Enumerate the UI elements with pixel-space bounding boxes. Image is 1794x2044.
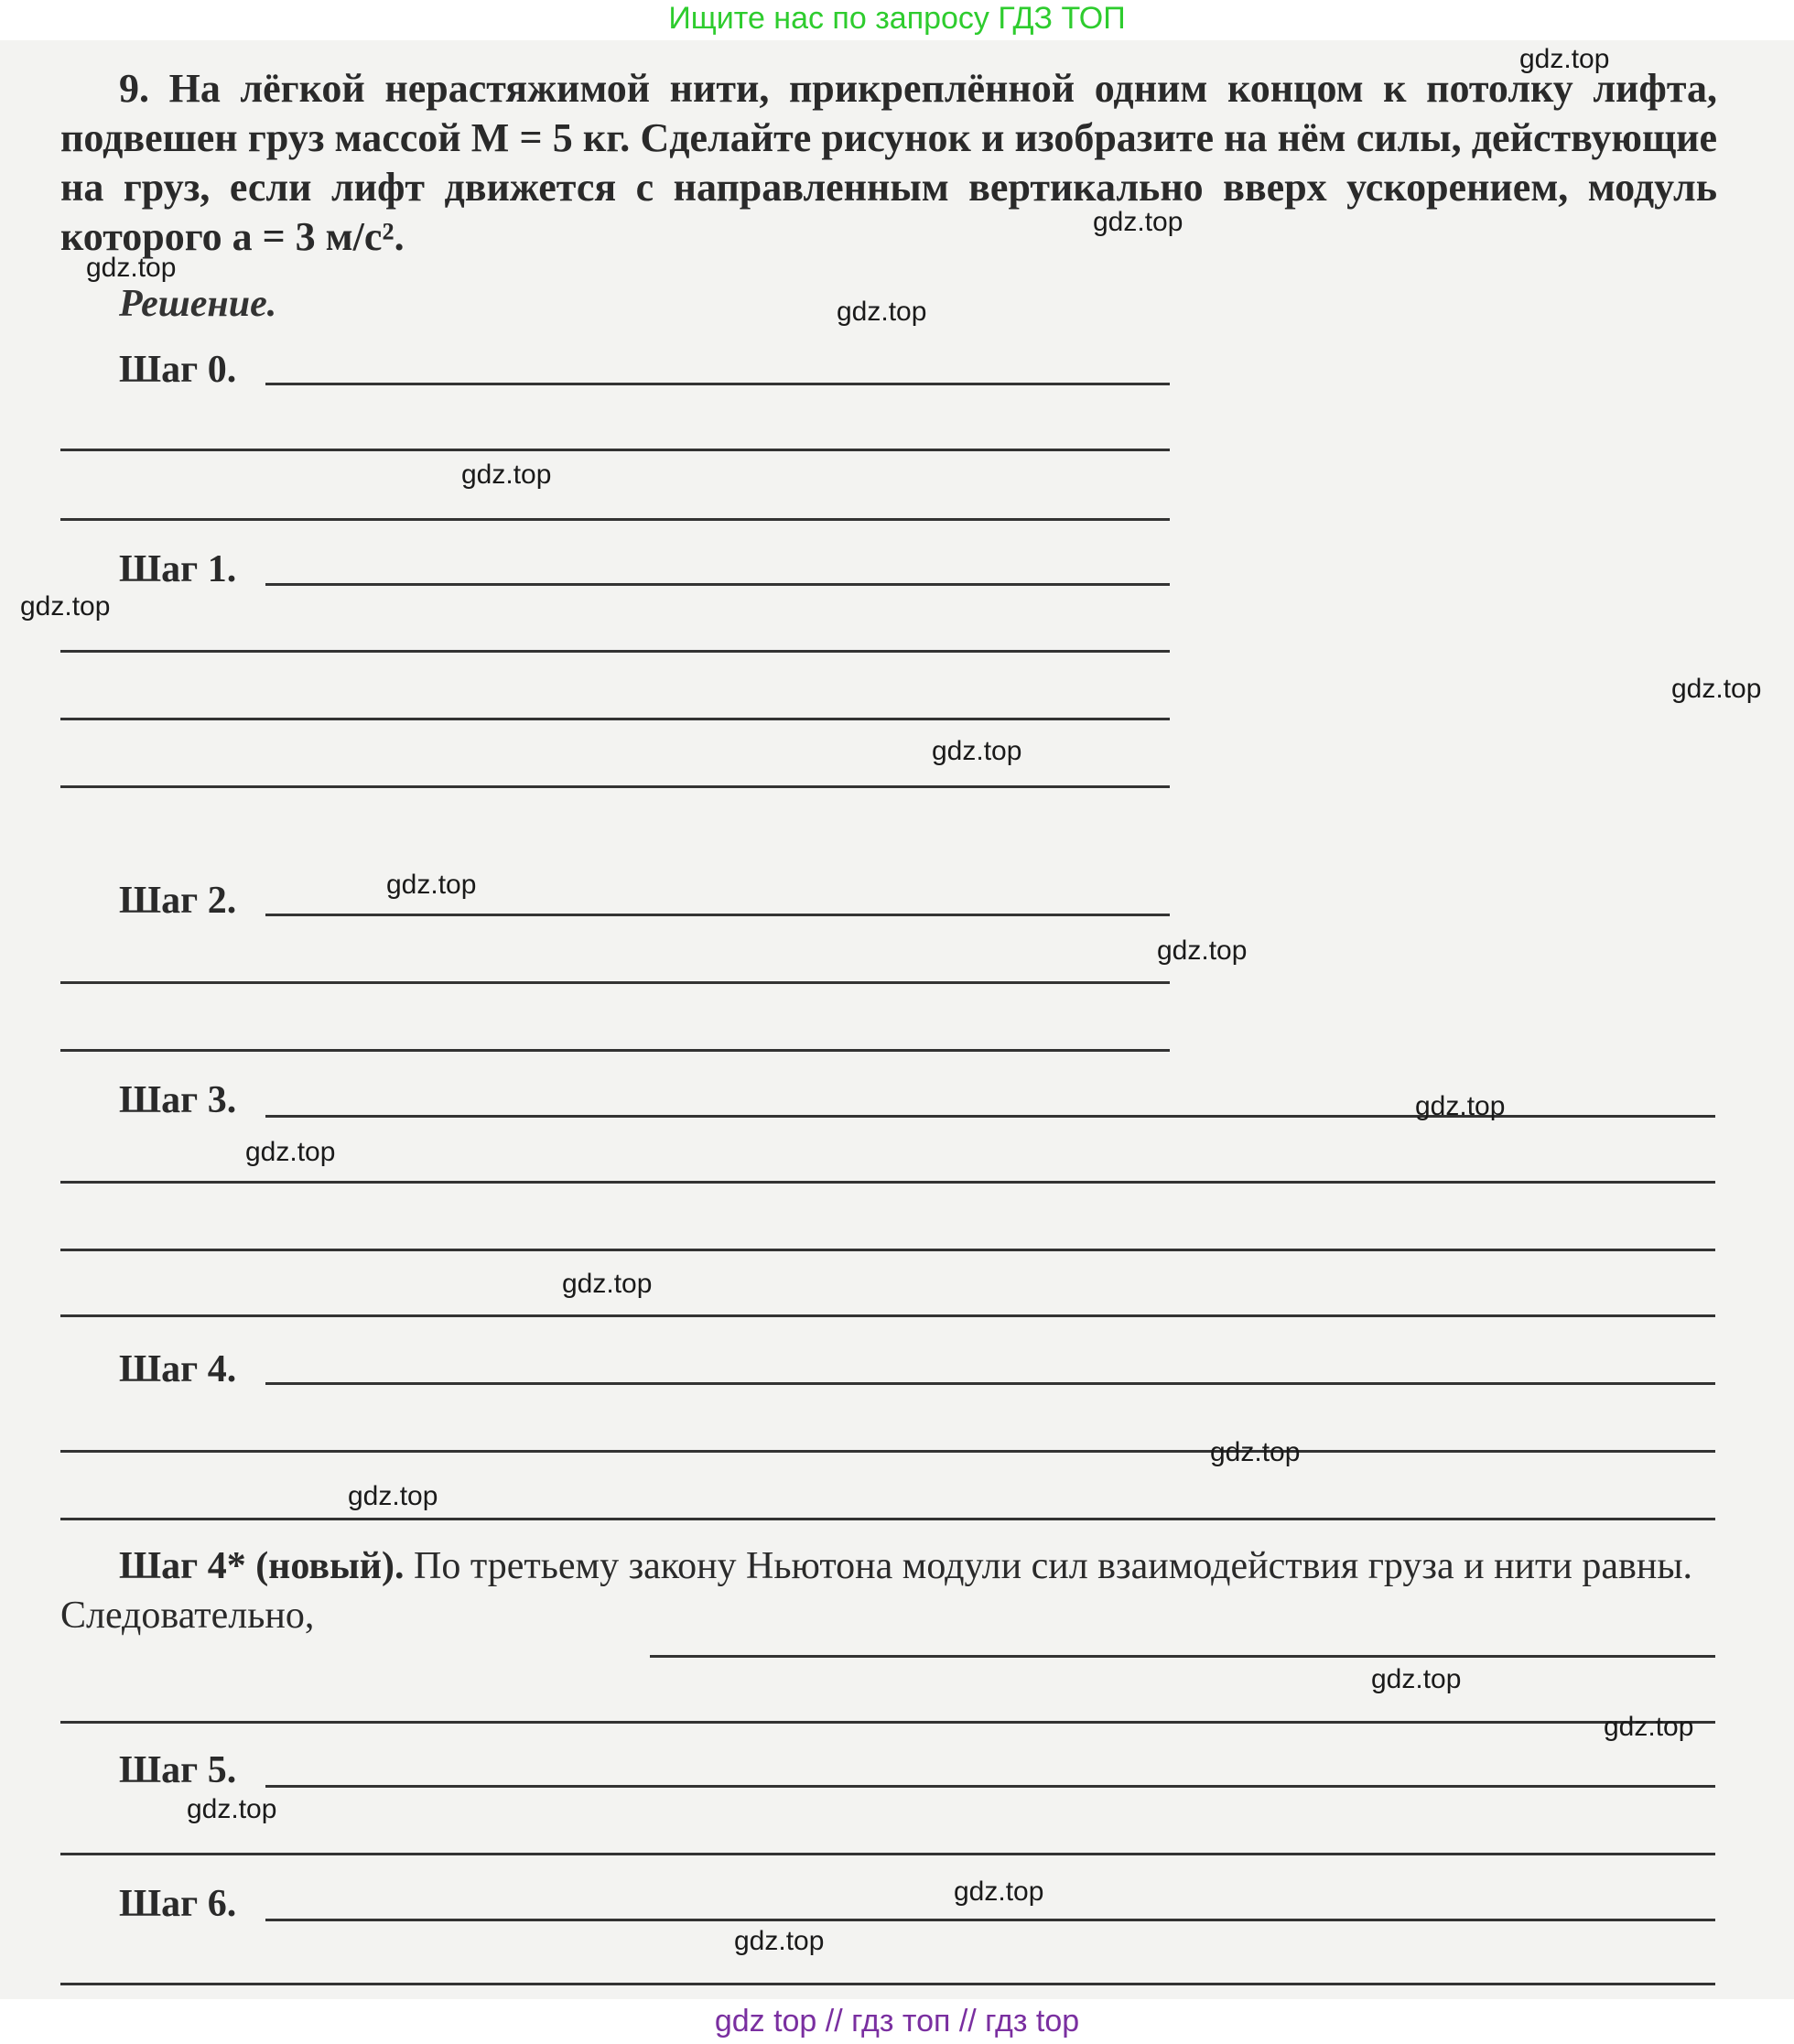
step-2-label: Шаг 2. xyxy=(119,880,237,922)
step-4-new-text: По третьему закону Ньютона модули сил взаимодействия груза и нити равны. Следовательно, xyxy=(60,1545,1693,1637)
answer-line xyxy=(60,1983,1715,1985)
answer-line xyxy=(650,1655,1715,1658)
answer-line xyxy=(60,1181,1715,1184)
answer-line xyxy=(265,1785,1715,1788)
watermark: gdz.top xyxy=(1671,674,1762,704)
watermark: gdz.top xyxy=(1604,1712,1694,1742)
watermark: gdz.top xyxy=(562,1269,653,1299)
step-0-label: Шаг 0. xyxy=(119,349,237,391)
watermark: gdz.top xyxy=(1519,44,1610,74)
watermark: gdz.top xyxy=(187,1794,277,1824)
step-5-label: Шаг 5. xyxy=(119,1749,237,1791)
watermark: gdz.top xyxy=(461,460,552,490)
watermark: gdz.top xyxy=(1371,1664,1462,1694)
problem-number: 9. xyxy=(119,66,149,111)
answer-line xyxy=(60,1249,1715,1251)
step-6-label: Шаг 6. xyxy=(119,1883,237,1925)
answer-line xyxy=(60,981,1170,984)
problem-text: На лёгкой нерастяжимой нити, прикреплённой одним концом к потолку лифта, подвешен груз массой M = 5 кг. Сделайте рисунок и изобразите на нём силы, действующие на груз, если лифт движется с направленным вертикально вверх ускорением, модуль которого a = 3 м/с². xyxy=(60,66,1718,259)
answer-line xyxy=(60,1721,1715,1724)
answer-line xyxy=(265,1382,1715,1385)
answer-line xyxy=(60,1314,1715,1317)
step-3-label: Шаг 3. xyxy=(119,1079,237,1121)
step-1-label: Шаг 1. xyxy=(119,548,237,590)
answer-line xyxy=(265,383,1170,385)
watermark: gdz.top xyxy=(954,1876,1044,1907)
watermark: gdz.top xyxy=(1157,935,1248,966)
answer-line xyxy=(60,449,1170,451)
step-4-new-label: Шаг 4* (новый). xyxy=(119,1545,405,1587)
answer-line xyxy=(265,1919,1715,1921)
answer-line xyxy=(265,914,1170,916)
answer-line xyxy=(265,583,1170,586)
watermark: gdz.top xyxy=(348,1481,438,1511)
bleed-through-text xyxy=(92,302,1757,2041)
watermark: gdz.top xyxy=(1210,1437,1301,1467)
answer-line xyxy=(60,1518,1715,1520)
watermark: gdz.top xyxy=(932,736,1022,766)
answer-line xyxy=(60,1853,1715,1855)
watermark: gdz.top xyxy=(20,591,111,622)
solution-label: Решение. xyxy=(119,283,277,325)
watermark: gdz.top xyxy=(245,1137,336,1167)
problem-statement xyxy=(60,64,1717,262)
watermark: gdz.top xyxy=(734,1926,825,1956)
watermark: gdz.top xyxy=(1415,1091,1506,1121)
step-4-label: Шаг 4. xyxy=(119,1348,237,1390)
watermark: gdz.top xyxy=(86,253,177,283)
answer-line xyxy=(60,1450,1715,1453)
step-4-new xyxy=(60,1541,1715,1640)
watermark: gdz.top xyxy=(1093,207,1183,237)
watermark: gdz.top xyxy=(386,870,477,900)
answer-line xyxy=(60,1049,1170,1052)
top-banner[interactable]: Ищите нас по запросу ГДЗ ТОП xyxy=(668,1,1126,36)
answer-line xyxy=(60,650,1170,653)
watermark: gdz.top xyxy=(837,297,927,327)
answer-line xyxy=(60,718,1170,720)
bottom-banner[interactable]: gdz top // гдз топ // гдз top xyxy=(714,2004,1080,2039)
answer-line xyxy=(60,518,1170,521)
answer-line xyxy=(60,785,1170,788)
